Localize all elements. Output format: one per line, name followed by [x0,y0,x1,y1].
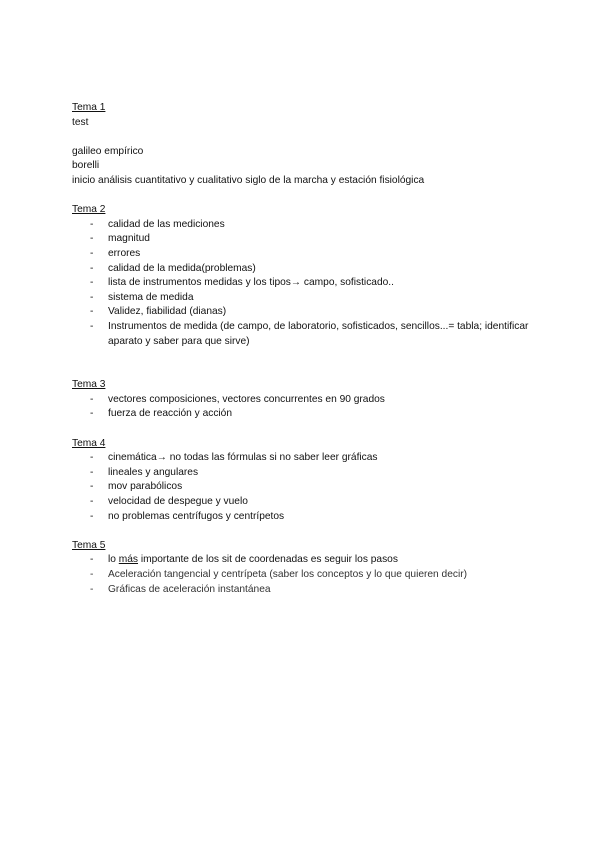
bullet-dash: - [90,306,94,318]
list-item [72,495,542,510]
blank-line [72,130,542,145]
list-item [72,568,542,583]
list-item [72,276,542,291]
tema-1-line-galileo: galileo empírico [72,145,144,157]
tema-1-line-borelli: borelli [72,160,100,172]
blank-line [72,422,542,437]
list-item [72,291,542,306]
tema-4-heading: Tema 4 [72,437,106,449]
list-item-text: Validez, fiabilidad (dianas) [108,306,227,318]
bullet-dash: - [90,510,94,522]
bullet-dash: - [90,569,94,580]
bullet-dash: - [90,496,94,508]
list-item-text: cinemática→ no todas las fórmulas si no saber leer gráficas [108,452,378,464]
list-item [72,232,542,247]
list-item-text: sistema de medida [108,291,194,303]
bullet-dash: - [90,452,94,464]
list-item [72,583,542,598]
list-item [72,407,542,422]
list-item [72,305,542,320]
bullet-dash: - [90,466,94,478]
blank-line [72,349,542,378]
list-item [72,466,542,481]
list-item [72,451,542,466]
tema-3-list [72,393,542,422]
bullet-dash: - [90,291,94,303]
bullet-dash: - [90,408,94,420]
text-fragment: lo [108,554,119,566]
list-item-text: mov parabólicos [108,481,183,493]
list-item-text: Instrumentos de medida (de campo, de laboratorio, sofisticados, sencillos...= tabla; identificar aparato y saber para que sirve) [108,320,529,347]
blank-line [72,524,542,539]
list-item-text: calidad de las mediciones [108,218,225,230]
blank-line [72,189,542,204]
tema-2-list [72,218,542,349]
tema-1-line-inicio: inicio análisis cuantitativo y cualitativo siglo de la marcha y estación fisiológica [72,174,425,186]
bullet-dash: - [90,554,94,566]
tema-5-heading: Tema 5 [72,539,106,551]
list-item-text: fuerza de reacción y acción [108,408,233,420]
list-item-text: lineales y angulares [108,466,199,478]
list-item [72,320,542,349]
tema-1-line-test: test [72,116,89,128]
bullet-dash: - [90,247,94,259]
list-item-text: calidad de la medida(problemas) [108,262,256,274]
bullet-dash: - [90,233,94,245]
tema-4-list [72,451,542,524]
bullet-dash: - [90,583,94,595]
list-item-text: lista de instrumentos medidas y los tipos→ campo, sofisticado.. [108,277,394,289]
list-item-text: velocidad de despegue y vuelo [108,496,248,508]
list-item [72,218,542,233]
list-item [72,553,542,568]
list-item-text: Aceleración tangencial y centrípeta (saber los conceptos y lo que quieren decir) [108,569,468,580]
bullet-dash: - [90,320,94,332]
bullet-dash: - [90,218,94,230]
list-item-text: no problemas centrífugos y centrípetos [108,510,285,522]
tema-1-heading: Tema 1 [72,102,106,113]
underlined-word: más [118,554,139,566]
bullet-dash: - [90,481,94,493]
list-item [72,262,542,277]
list-item [72,247,542,262]
tema-3-heading: Tema 3 [72,379,106,391]
text-fragment: importante de los sit de coordenadas es seguir los pasos [138,554,398,566]
list-item [72,480,542,495]
list-item-text: errores [108,247,141,259]
document-body [72,101,542,597]
list-item-text: Gráficas de aceleración instantánea [108,583,271,595]
bullet-dash: - [90,277,94,289]
list-item [72,510,542,525]
tema-5-list [72,553,542,597]
list-item-text: vectores composiciones, vectores concurrentes en 90 grados [108,393,385,405]
tema-2-heading: Tema 2 [72,204,106,216]
bullet-dash: - [90,262,94,274]
bullet-dash: - [90,393,94,405]
list-item [72,393,542,408]
list-item-text: magnitud [108,233,150,245]
list-item-text [108,553,542,568]
